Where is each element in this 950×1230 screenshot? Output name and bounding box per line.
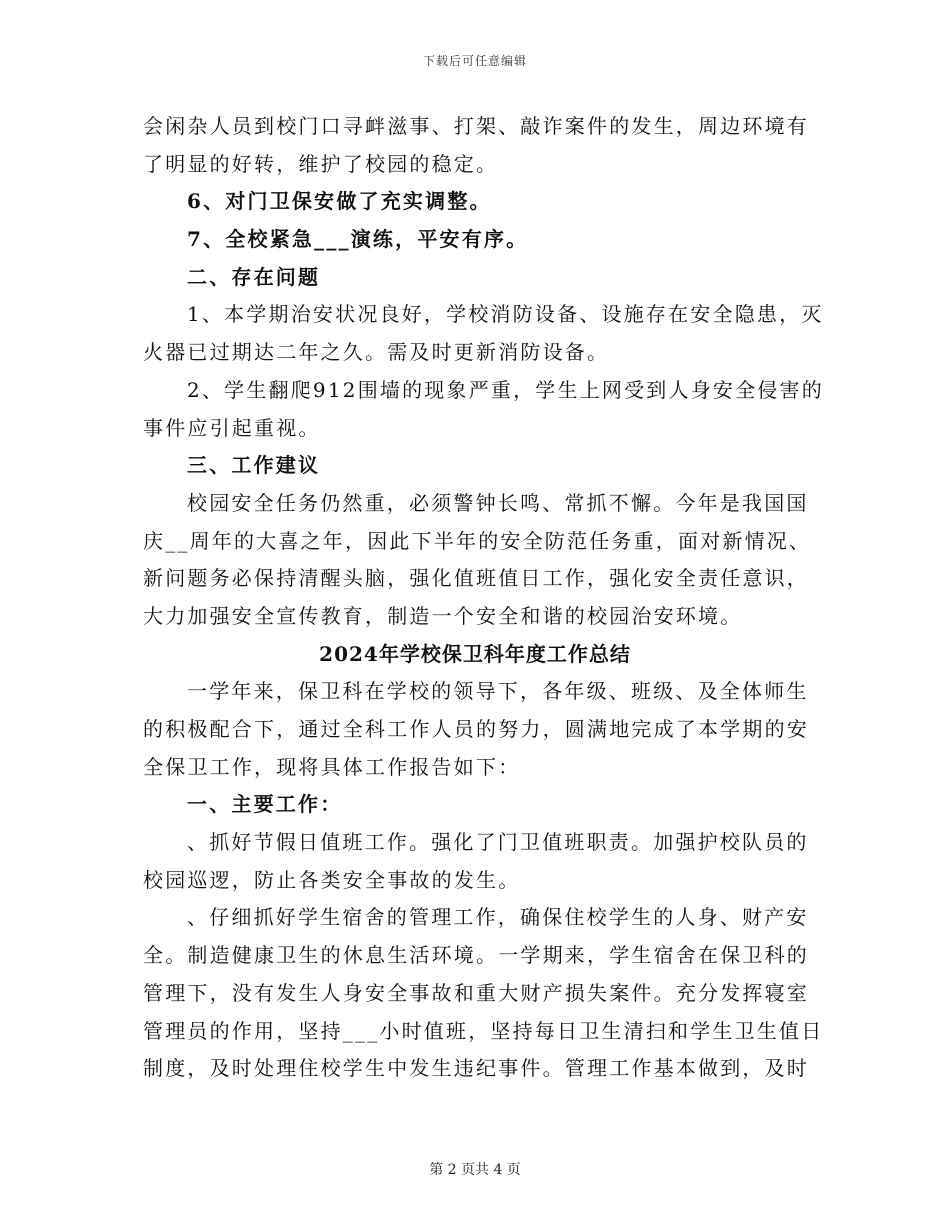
paragraph-line: 的积极配合下，通过全科工作人员的努力，圆满地完成了本学期的安 [143,717,809,741]
paragraph-line: 校园巡逻，防止各类安全事故的发生。 [143,867,521,892]
paragraph-line: 校园安全任务仍然重，必须警钟长鸣、常抓不懈。今年是我国国 [187,490,809,515]
paragraph-line: 新问题务必保持清醒头脑，强化值班值日工作，强化安全责任意识， [143,566,809,591]
paragraph-line: 2、学生翻爬912围墙的现象严重，学生上网受到人身安全侵害的 [187,377,824,402]
paragraph-line: 、仔细抓好学生宿舍的管理工作，确保住校学生的人身、财产安 [187,905,809,930]
paragraph-line: 1、本学期治安状况良好，学校消防设备、设施存在安全隐患，灭 [187,302,824,327]
document-body [143,108,824,1088]
list-item-heading: 6、对门卫保安做了充实调整。 [187,189,492,214]
paragraph-line: 管理员的作用，坚持___小时值班，坚持每日卫生清扫和学生卫生值日 [143,1018,824,1043]
section-heading-suggestions: 三、工作建议 [187,453,321,478]
paragraph-line: 全保卫工作，现将具体工作报告如下： [143,754,521,779]
paragraph-line: 火器已过期达二年之久。需及时更新消防设备。 [143,340,610,365]
paragraph-line: 会闲杂人员到校门口寻衅滋事、打架、敲诈案件的发生，周边环境有 [143,114,809,138]
page-number: 第 2 页共 4 页 [429,1162,521,1178]
header-note: 下载后可任意编辑 [422,54,527,68]
list-item-heading: 7、全校紧急___演练，平安有序。 [187,227,529,252]
document-title: 2024年学校保卫科年度工作总结 [319,641,631,666]
section-heading-problems: 二、存在问题 [187,264,321,289]
paragraph-line: 制度，及时处理住校学生中发生违纪事件。管理工作基本做到，及时 [143,1056,809,1081]
paragraph-line: 了明显的好转，维护了校园的稳定。 [143,151,499,176]
paragraph-line: 全。制造健康卫生的休息生活环境。一学期来，学生宿舍在保卫科的 [143,943,809,968]
section-heading-main-work: 一、主要工作： [187,792,343,817]
paragraph-line: 一学年来，保卫科在学校的领导下，各年级、班级、及全体师生 [187,679,809,704]
paragraph-line: 管理下，没有发生人身安全事故和重大财产损失案件。充分发挥寝室 [143,980,809,1005]
paragraph-line: 、抓好节假日值班工作。强化了门卫值班职责。加强护校队员的 [187,830,809,855]
paragraph-line: 事件应引起重视。 [143,415,321,440]
paragraph-line: 大力加强安全宣传教育，制造一个安全和谐的校园治安环境。 [143,603,743,628]
paragraph-line: 庆__周年的大喜之年，因此下半年的安全防范任务重，面对新情况、 [143,528,812,553]
